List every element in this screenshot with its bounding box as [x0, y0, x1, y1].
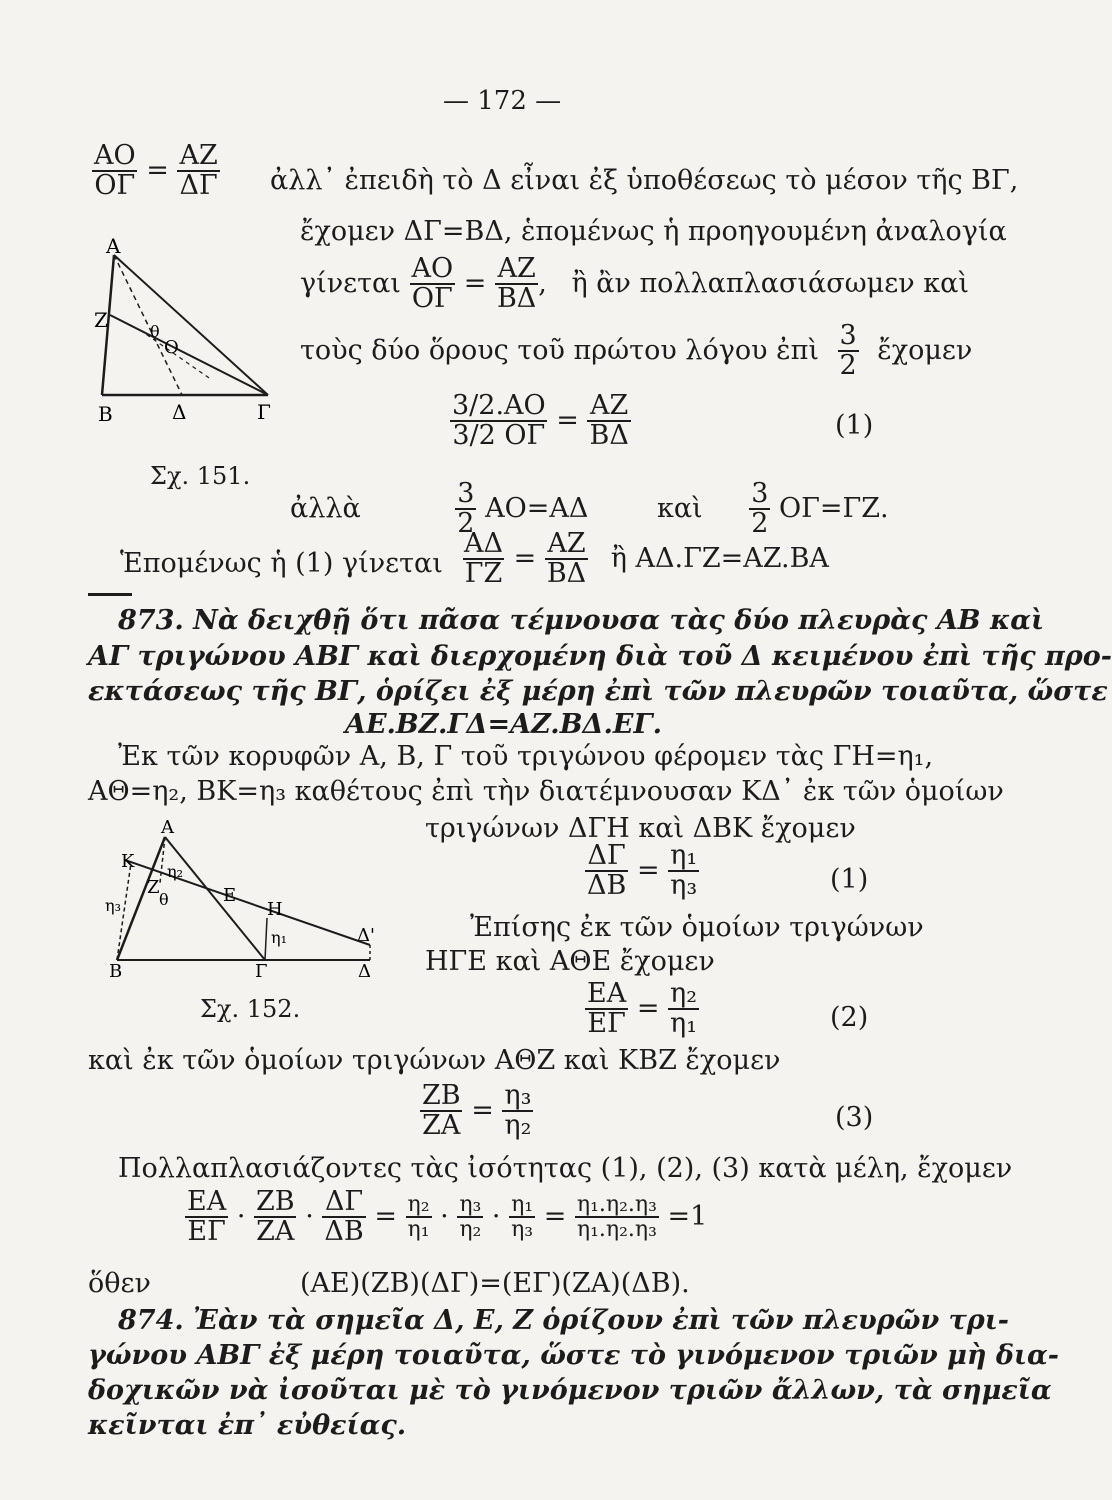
point-label: Δ [358, 961, 371, 982]
frac-den: 2 [457, 508, 475, 540]
figure-152 [95, 815, 395, 985]
text-line: AΘ=η₂, ΒΚ=η₃ καθέτους ἐπὶ τὴν διατέμνουσαν ΚΔ᾽ ἐκ τῶν ὁμοίων [88, 776, 1004, 807]
point-label: Γ [255, 961, 268, 982]
point-label: Δ [172, 400, 187, 424]
frac-num: EA [187, 1186, 227, 1217]
frac-den: ΓΖ [464, 558, 503, 590]
text-line: τριγώνων ΔΓΗ καὶ ΔΒΚ ἔχομεν [425, 813, 856, 844]
page-number: — 172 — [443, 86, 562, 116]
frac-den: 3/2 ΟΓ [452, 420, 546, 452]
frac-num: EA [587, 978, 627, 1009]
problem-873-title [118, 605, 1044, 636]
frac-den: η₁ [670, 1008, 698, 1040]
frac-den: η₂ [504, 1110, 532, 1142]
frac-den: ΕΓ [587, 1008, 626, 1040]
frac-num: 3/2.AO [452, 390, 546, 421]
frac-num: η₁ [511, 1192, 534, 1218]
frac-den: η₁ [407, 1217, 430, 1243]
frac-den: ΒΔ [589, 420, 629, 452]
point-label: O [164, 337, 179, 358]
equation-label: (1) [830, 864, 869, 895]
problem-874-title [118, 1305, 1009, 1336]
final-equation: (AE)(ZB)(ΔΓ)=(ΕΓ)(ZA)(ΔΒ). [300, 1268, 690, 1299]
frac-num: η₃ [459, 1192, 482, 1218]
point-label: Z [147, 877, 160, 898]
frac-num: AZ [547, 528, 586, 559]
frac-den: ΕΓ [187, 1216, 226, 1248]
point-label: η₂ [167, 862, 183, 881]
text-line: ὅθεν [88, 1268, 151, 1299]
point-label: Δ' [357, 925, 375, 946]
point-label: η₃ [105, 896, 121, 915]
equation-label: (2) [830, 1002, 869, 1033]
frac-den: η₁.η₂.η₃ [576, 1217, 657, 1243]
frac-num: η₃ [504, 1080, 532, 1111]
point-label: Γ [257, 400, 271, 424]
text-line: Ἑπομένως ἡ (1) γίνεται [120, 548, 443, 579]
ginetai-text: γίνεται [300, 267, 401, 299]
figure-151-caption: Σχ. 151. [150, 462, 251, 490]
frac-num: ZB [422, 1080, 461, 1111]
equals-one: =1 [667, 1200, 708, 1232]
equation-s2: $\frac{EA}{E\Gamma}$ = $\frac{\text{η₂}}{\text{η₁}}$ [587, 978, 698, 1040]
equation-1: $\frac{3/2.AO}{3/2 O\Gamma}$ = $\frac{AZ}{B\Delta}$ [452, 390, 629, 452]
text-line: Νὰ δειχθῇ ὅτι πᾶσα τέμνουσα τὰς δύο πλευρὰς AB καὶ [193, 605, 1045, 636]
frac-num: η₂ [670, 978, 698, 1009]
frac-num: AZ [179, 140, 218, 171]
frac-den: η₃ [670, 870, 698, 902]
text-line: Πολλαπλασιάζοντες τὰς ἰσότητας (1), (2), (3) κατὰ μέλη, ἔχομεν [118, 1153, 1013, 1184]
frac-den: 2 [839, 350, 857, 382]
problem-number: 873. [118, 605, 184, 636]
text-line: τοὺς δύο ὅρους τοῦ πρώτου λόγου ἐπὶ [300, 334, 819, 366]
point-label: η₁ [271, 928, 287, 947]
frac-num: 3 [751, 478, 769, 509]
point-label: B [98, 402, 113, 426]
point-label: K [121, 851, 135, 872]
equation-product: $\frac{EA}{E\Gamma}$ · $\frac{ZB}{ZA}$ · $\frac{\Delta\Gamma}{\Delta B}$ = $\frac{\text{η₂}}{\text{η₁}}$ · $\frac{\text{η₃}}{\text{η₂}}$ · $\frac{\text{η₁}}{\text{η₃}}$ = $\frac{\text{η₁.η₂.η₃}}{\text{η₁.η₂.η₃}}$ =1 [187, 1186, 708, 1248]
point-label: θ [150, 322, 160, 341]
text-line: AΓ τριγώνου ΑΒΓ καὶ διερχομένη διὰ τοῦ Δ κειμένου ἐπὶ τῆς προ- [88, 641, 1112, 672]
text-line: καὶ [656, 492, 703, 524]
frac-num: AZ [590, 390, 629, 421]
frac-den: ΟΓ [94, 170, 136, 202]
frac-num: 3 [457, 478, 475, 509]
text-line: δοχικῶν νὰ ἰσοῦται μὲ τὸ γινόμενον τριῶν ἄλλων, τὰ σημεῖα [88, 1375, 1052, 1406]
text-line: AE.BZ.ΓΔ=AZ.BΔ.EΓ. [345, 709, 663, 740]
text-line: ἔχομεν ΔΓ=ΒΔ, ἑπομένως ἡ προηγουμένη ἀναλογία [300, 216, 1007, 247]
point-label: Z [94, 308, 108, 332]
text-line: Ἐὰν τὰ σημεῖα Δ, Ε, Ζ ὁρίζουν ἐπὶ τῶν πλευρῶν τρι- [193, 1305, 1009, 1336]
frac-num: ΔΓ [587, 840, 626, 871]
frac-den: ZA [422, 1110, 461, 1142]
frac-den: η₂ [459, 1217, 482, 1243]
frac-den: ΒΔ [546, 558, 587, 590]
text-line: Ἐπίσης ἐκ τῶν ὁμοίων τριγώνων [470, 912, 924, 943]
frac-num: ZB [256, 1186, 295, 1217]
frac-den: ZA [256, 1216, 295, 1248]
point-label: B [109, 961, 123, 982]
frac-num: AO [411, 253, 454, 284]
frac-den: ΔΓ [179, 170, 218, 202]
equation-s1: $\frac{\Delta\Gamma}{\Delta B}$ = $\frac{\text{η₁}}{\text{η₃}}$ [587, 840, 698, 902]
text-line: ἔχομεν [877, 334, 973, 366]
text-line: AO=AΔ [485, 492, 589, 524]
text-line: ΗΓΕ καὶ AΘΕ ἔχομεν [425, 946, 715, 977]
opening-ratio: $\frac{AO}{O\Gamma}$ = $\frac{AZ}{\Delta\Gamma}$ [94, 140, 218, 202]
equation-label: (3) [835, 1102, 874, 1133]
point-label: A [161, 817, 174, 838]
text-line: ΟΓ=ΓΖ. [779, 492, 889, 524]
frac-den: ΟΓ [411, 283, 453, 315]
divider [88, 593, 132, 596]
point-label: A [106, 234, 121, 258]
point-label: H [267, 899, 283, 920]
problem-number: 874. [118, 1305, 184, 1336]
multiply-line [300, 322, 972, 381]
text-line: ἢ AΔ.ΓΖ=AZ.ΒΑ [610, 542, 829, 574]
frac-den: ΔΒ [587, 870, 627, 902]
frac-den: 2 [751, 508, 769, 540]
text-line: ἢ ἂν πολλαπλασιάσωμεν καὶ [571, 267, 969, 299]
point-label: θ [159, 890, 169, 909]
frac-num: AZ [497, 253, 536, 284]
frac-den: η₃ [511, 1217, 534, 1243]
frac-num: AΔ [464, 528, 503, 559]
frac-den: ΒΔ [496, 283, 537, 315]
text-line: ἀλλ᾽ ἐπειδὴ τὸ Δ εἶναι ἐξ ὑποθέσεως τὸ μέσον τῆς ΒΓ, [270, 165, 1019, 196]
figure-151 [92, 235, 277, 425]
frac-num: η₂ [407, 1192, 430, 1218]
text-line: Ἐκ τῶν κορυφῶν A, B, Γ τοῦ τριγώνου φέρομεν τὰς ΓΗ=η₁, [118, 741, 934, 772]
text-line: ἀλλὰ [290, 492, 361, 524]
frac-num: η₁.η₂.η₃ [576, 1192, 657, 1218]
equation-s3: $\frac{ZB}{ZA}$ = $\frac{\text{η₃}}{\text{η₂}}$ [422, 1080, 532, 1142]
point-label: E [223, 885, 237, 906]
frac-den: ΔΒ [324, 1216, 364, 1248]
text-line: κεῖνται ἐπ᾽ εὐθείας. [88, 1410, 407, 1441]
frac-num: AO [94, 140, 136, 171]
figure-152-caption: Σχ. 152. [200, 995, 301, 1023]
text-line: καὶ ἐκ τῶν ὁμοίων τριγώνων AΘΖ καὶ ΚΒΖ ἔχομεν [88, 1045, 781, 1076]
text-line: εκτάσεως τῆς ΒΓ, ὁρίζει ἐξ μέρη ἐπὶ τῶν πλευρῶν τοιαῦτα, ὥστε [88, 676, 1108, 707]
equation-label: (1) [835, 410, 874, 441]
frac-num: 3 [839, 320, 857, 351]
ratio-line: γίνεται $\frac{AO}{O\Gamma}$ = $\frac{AZ}{B\Delta}$ , ἢ ἂν πολλαπλασιάσωμεν καὶ [300, 253, 969, 315]
equation-hence: $\frac{A\Delta}{\Gamma Z}$ = $\frac{AZ}{B\Delta}$ ἢ AΔ.ΓΖ=AZ.ΒΑ [464, 528, 829, 590]
frac-num: ΔΓ [324, 1186, 364, 1217]
frac-num: η₁ [670, 840, 698, 871]
text-line: γώνου ΑΒΓ ἐξ μέρη τοιαῦτα, ὥστε τὸ γινόμενον τριῶν μὴ δια- [88, 1340, 1059, 1371]
